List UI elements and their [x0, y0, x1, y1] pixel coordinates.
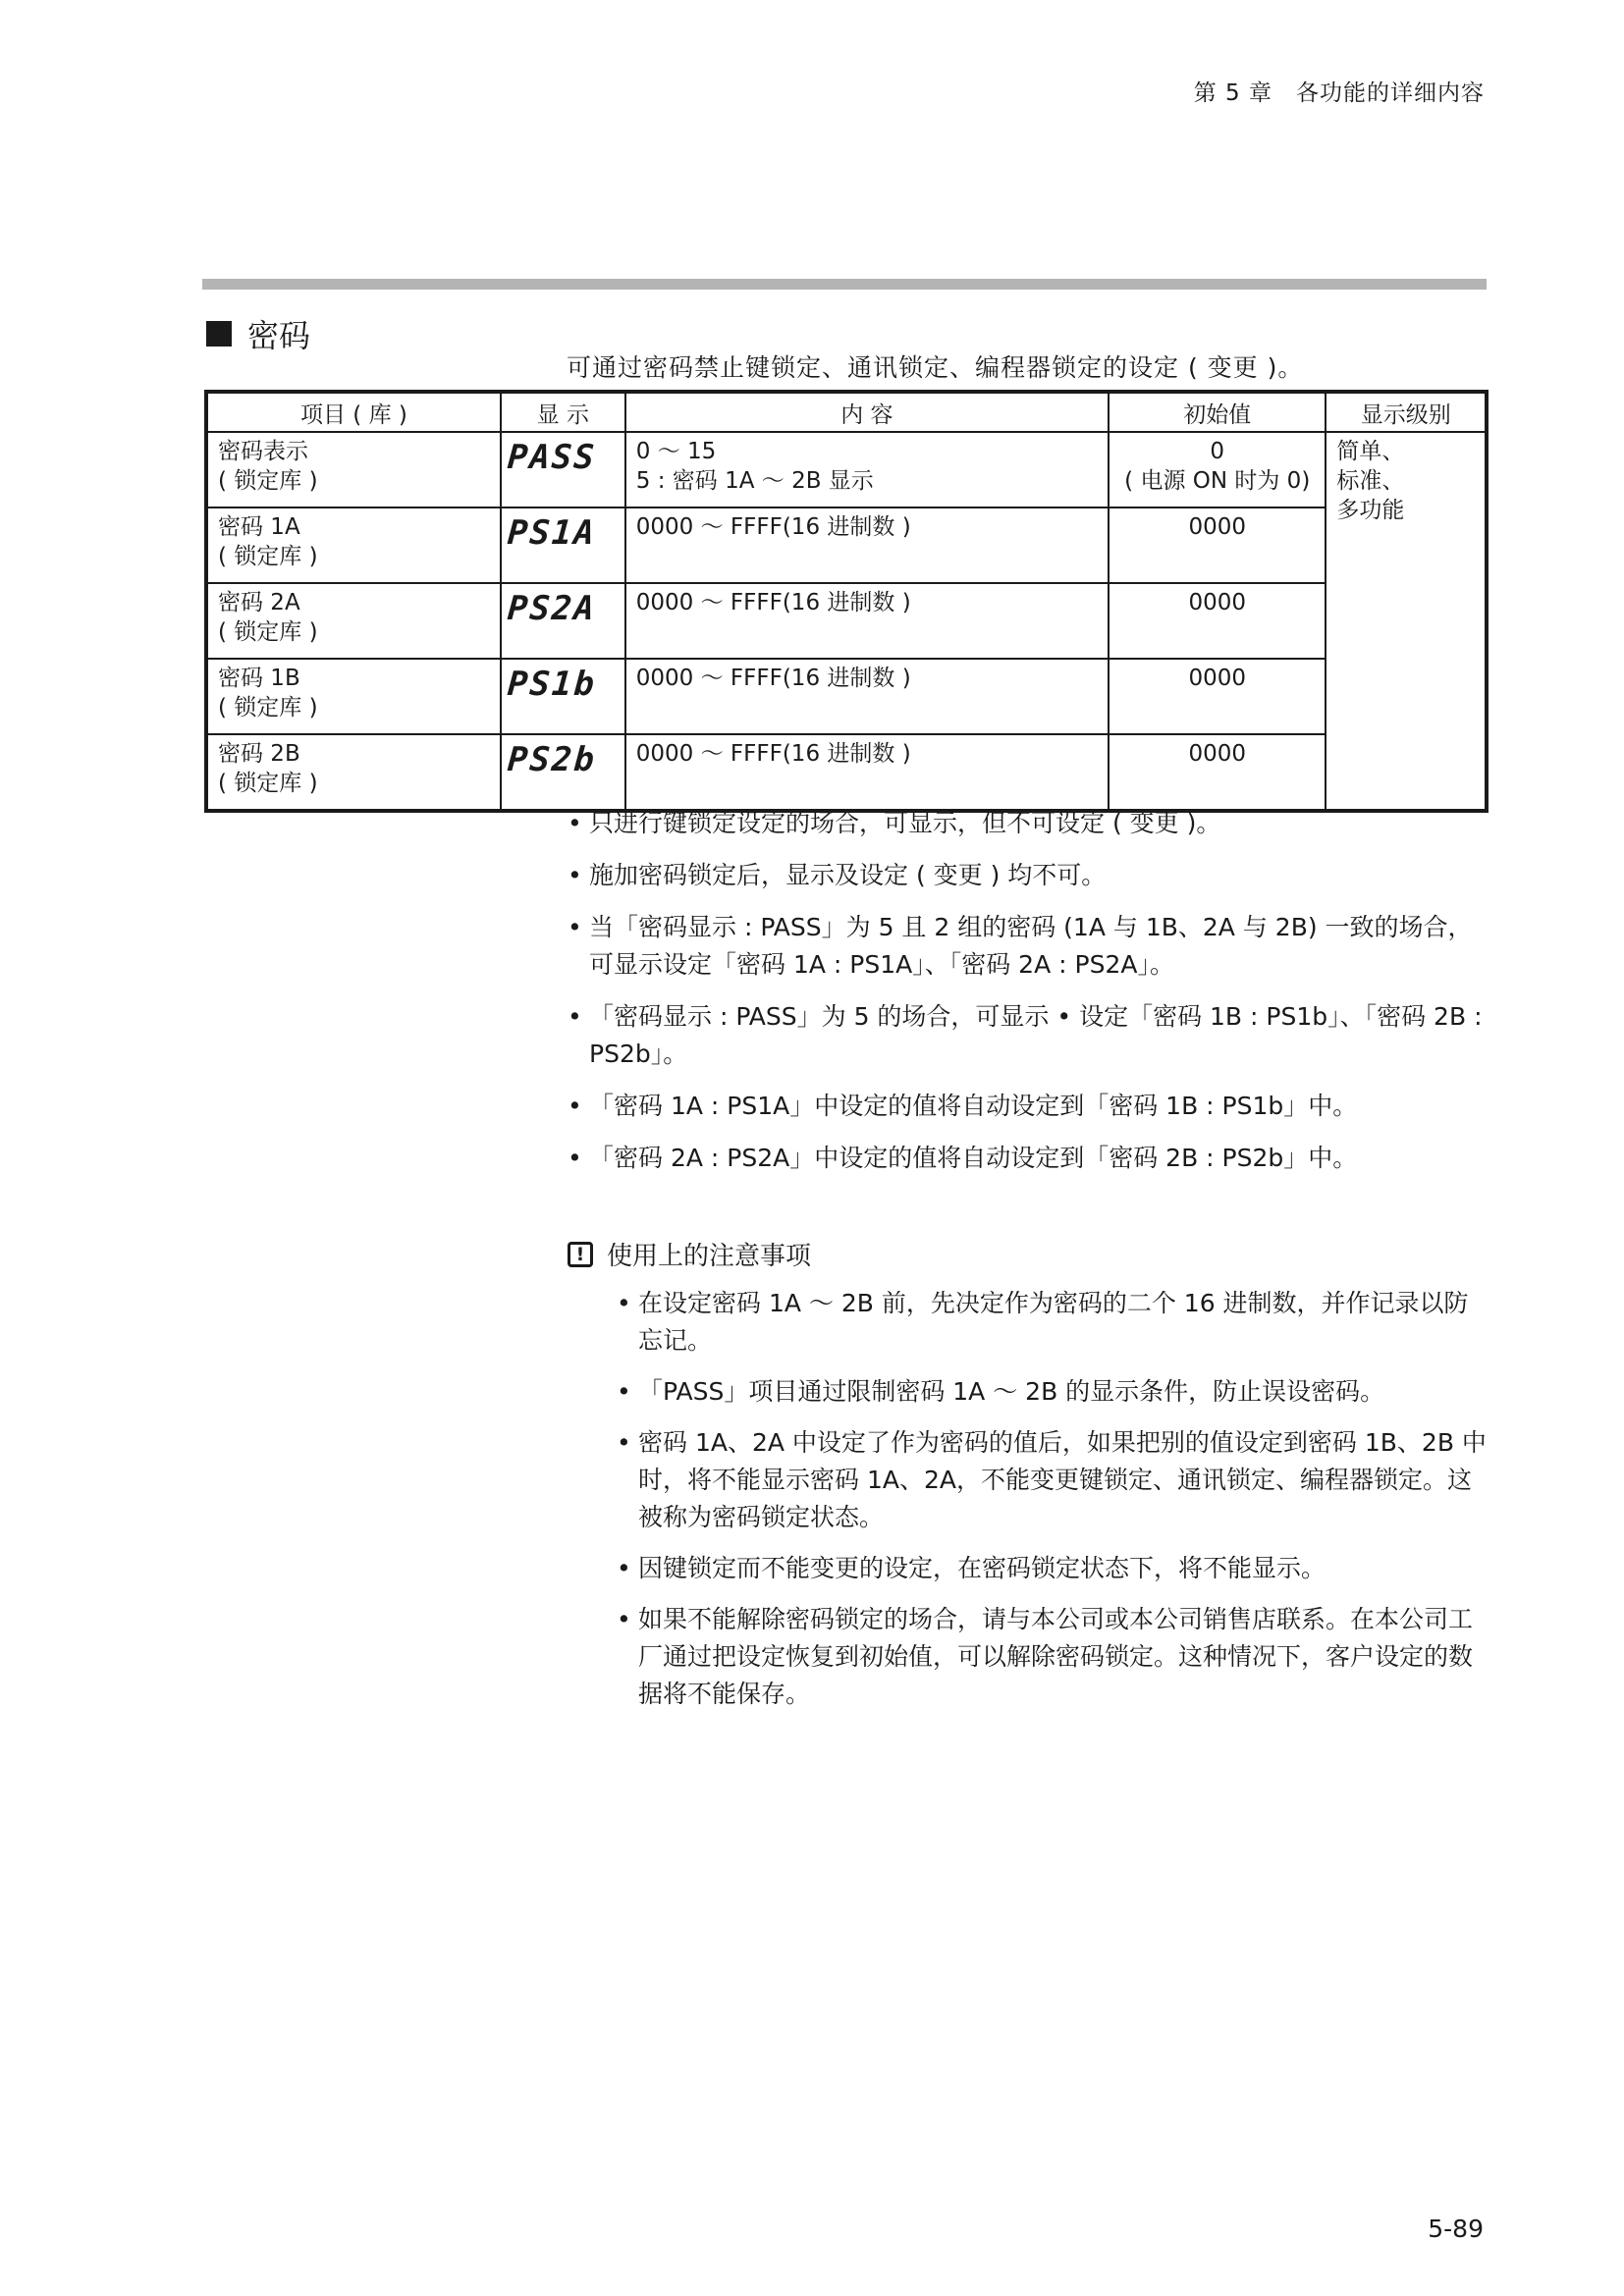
initial-value-cell: [1109, 432, 1326, 507]
section-title: [206, 311, 310, 356]
display-cell: [501, 507, 625, 583]
content-cell: [625, 583, 1109, 659]
note-text: 只进行键锁定设定的场合，可显示，但不可设定 ( 变更 )。: [589, 809, 1221, 837]
item-bank: ( 锁定库 ): [218, 468, 318, 494]
segment-display: PASS: [506, 438, 598, 477]
table-row: [206, 507, 1487, 583]
item-name: 密码 2B: [218, 741, 300, 767]
table-row: [206, 659, 1487, 734]
display-cell: [501, 583, 625, 659]
initial-value: 0: [1210, 439, 1225, 464]
bullet: •: [568, 913, 582, 941]
note-text: 施加密码锁定后，显示及设定 ( 变更 ) 均不可。: [589, 861, 1107, 889]
page-number: 5-89: [1428, 2215, 1484, 2243]
column-header: 显示级别: [1326, 392, 1487, 432]
bullet: •: [617, 1377, 631, 1406]
caution-text: 「PASS」项目通过限制密码 1A ～ 2B 的显示条件，防止误设密码。: [638, 1377, 1385, 1406]
list-item: [617, 1424, 1490, 1536]
display-cell: [501, 734, 625, 811]
initial-value: 0000: [1188, 514, 1246, 540]
content-line: 5 : 密码 1A ～ 2B 显示: [635, 468, 874, 494]
caution-text: 密码 1A、2A 中设定了作为密码的值后，如果把别的值设定到密码 1B、2B 中时，将不能显示密码 1A、2A，不能变更键锁定、通讯锁定、编程器锁定。这被称为密码锁定状态。: [638, 1428, 1487, 1531]
caution-heading: [568, 1236, 811, 1272]
caution-title: 使用上的注意事项: [607, 1242, 812, 1271]
content-line: 0 ～ 15: [635, 439, 717, 464]
column-header: 初始值: [1109, 392, 1326, 432]
list-item: [617, 1285, 1490, 1360]
note-text: 「密码 2A : PS2A」中设定的值将自动设定到「密码 2B : PS2b」中。: [589, 1144, 1358, 1172]
item-cell: [206, 432, 501, 507]
note-text: 当「密码显示 : PASS」为 5 且 2 组的密码 (1A 与 1B、2A 与 2B) 一致的场合，可显示设定「密码 1A : PS1A」、「密码 2A : PS2A」。: [589, 913, 1473, 979]
segment-display: PS2b: [506, 740, 598, 779]
item-cell: [206, 507, 501, 583]
list-item: [568, 857, 1490, 894]
initial-value-cell: [1109, 734, 1326, 811]
bullet: •: [617, 1428, 631, 1457]
display-cell: [501, 659, 625, 734]
item-cell: [206, 583, 501, 659]
note-text: 「密码显示 : PASS」为 5 的场合，可显示 • 设定「密码 1B : PS1b」、「密码 2B : PS2b」。: [589, 1002, 1483, 1068]
list-item: [568, 909, 1490, 984]
table-row: [206, 734, 1487, 811]
content-cell: [625, 432, 1109, 507]
item-name: 密码表示: [218, 439, 308, 464]
item-bank: ( 锁定库 ): [218, 619, 318, 645]
list-item: [568, 805, 1490, 842]
section-intro: 可通过密码禁止键锁定、通讯锁定、编程器锁定的设定 ( 变更 )。: [567, 353, 1304, 382]
display-level: 简单、: [1336, 439, 1405, 464]
item-bank: ( 锁定库 ): [218, 544, 318, 569]
item-name: 密码 1A: [218, 514, 300, 540]
list-item: [617, 1550, 1490, 1587]
segment-display: PS1A: [506, 513, 598, 553]
bullet: •: [568, 1002, 582, 1031]
list-item: [617, 1373, 1490, 1411]
column-header: 显 示: [501, 392, 625, 432]
content-line: 0000 ～ FFFF(16 进制数 ): [635, 514, 911, 540]
content-cell: [625, 734, 1109, 811]
caution-text: 因键锁定而不能变更的设定，在密码锁定状态下，将不能显示。: [638, 1554, 1326, 1582]
bullet: •: [617, 1289, 631, 1317]
table-row: [206, 583, 1487, 659]
segment-display: PS1b: [506, 665, 598, 704]
section-divider: [202, 279, 1487, 290]
bullet: •: [568, 861, 582, 889]
password-table: [204, 390, 1489, 813]
item-bank: ( 锁定库 ): [218, 771, 318, 796]
initial-value-cell: [1109, 659, 1326, 734]
caution-text: 在设定密码 1A ～ 2B 前，先决定作为密码的二个 16 进制数，并作记录以防忘记。: [638, 1289, 1469, 1355]
display-level-cell: [1326, 432, 1487, 811]
segment-display: PS2A: [506, 589, 598, 628]
notes-list: [568, 805, 1490, 1192]
list-item: [568, 1140, 1490, 1177]
chapter-header: 第 5 章 各功能的详细内容: [1193, 80, 1485, 106]
content-cell: [625, 507, 1109, 583]
warning-icon: !: [568, 1242, 593, 1267]
list-item: [568, 1088, 1490, 1125]
bullet: •: [617, 1554, 631, 1582]
section-title-text: 密码: [247, 317, 311, 354]
initial-value: 0000: [1188, 590, 1246, 615]
bullet: •: [568, 1144, 582, 1172]
initial-value: 0000: [1188, 741, 1246, 767]
list-item: [617, 1601, 1490, 1713]
table-row: [206, 432, 1487, 507]
content-line: 0000 ～ FFFF(16 进制数 ): [635, 741, 911, 767]
column-header: 项目 ( 库 ): [206, 392, 501, 432]
initial-value-cell: [1109, 583, 1326, 659]
square-bullet-icon: [206, 321, 232, 347]
column-header: 内 容: [625, 392, 1109, 432]
item-bank: ( 锁定库 ): [218, 695, 318, 721]
note-text: 「密码 1A : PS1A」中设定的值将自动设定到「密码 1B : PS1b」中。: [589, 1092, 1358, 1120]
content-line: 0000 ～ FFFF(16 进制数 ): [635, 590, 911, 615]
initial-value-cell: [1109, 507, 1326, 583]
item-cell: [206, 659, 501, 734]
caution-text: 如果不能解除密码锁定的场合，请与本公司或本公司销售店联系。在本公司工厂通过把设定恢复到初始值，可以解除密码锁定。这种情况下，客户设定的数据将不能保存。: [638, 1605, 1474, 1708]
display-level: 标准、: [1336, 468, 1405, 494]
display-level: 多功能: [1336, 498, 1405, 523]
item-name: 密码 2A: [218, 590, 300, 615]
initial-value: 0000: [1188, 666, 1246, 691]
bullet: •: [568, 1092, 582, 1120]
content-cell: [625, 659, 1109, 734]
item-name: 密码 1B: [218, 666, 300, 691]
content-line: 0000 ～ FFFF(16 进制数 ): [635, 666, 911, 691]
display-cell: [501, 432, 625, 507]
initial-value-note: ( 电源 ON 时为 0): [1124, 468, 1311, 494]
table-header-row: [206, 392, 1487, 432]
bullet: •: [568, 809, 582, 837]
list-item: [568, 998, 1490, 1073]
item-cell: [206, 734, 501, 811]
bullet: •: [617, 1605, 631, 1633]
caution-list: [617, 1285, 1490, 1727]
